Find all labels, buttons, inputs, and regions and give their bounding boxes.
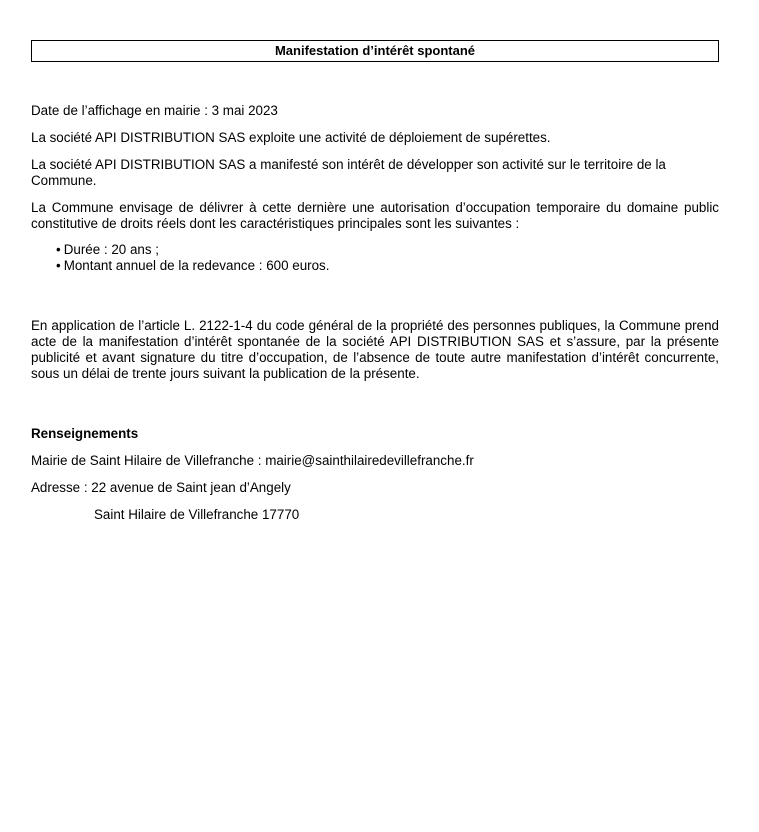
paragraph-interest: La société API DISTRIBUTION SAS a manifesté son intérêt de développer son activité sur le territoire de la Commune.	[31, 157, 666, 188]
contact-address-city: Saint Hilaire de Villefranche 17770	[94, 507, 300, 522]
list-item-fee: • Montant annuel de la redevance : 600 euros.	[56, 258, 719, 274]
contact-address: Adresse : 22 avenue de Saint jean d’Angely	[31, 480, 291, 495]
document-title-box	[31, 40, 719, 62]
characteristics-list	[31, 242, 719, 274]
document-page	[31, 40, 719, 523]
paragraph-activity: La société API DISTRIBUTION SAS exploite une activité de déploiement de supérettes.	[31, 130, 551, 145]
section-heading-info: Renseignements	[31, 426, 139, 441]
posting-date: Date de l’affichage en mairie : 3 mai 2023	[31, 103, 278, 118]
list-item-duration: • Durée : 20 ans ;	[56, 242, 719, 258]
contact-mairie: Mairie de Saint Hilaire de Villefranche : mairie@sainthilairedevillefranche.fr	[31, 453, 474, 468]
paragraph-authorization: La Commune envisage de délivrer à cette dernière une autorisation d’occupation temporaire du domaine public constitutive de droits réels dont les caractéristiques principales sont les suivantes :	[31, 200, 719, 231]
document-title: Manifestation d’intérêt spontané	[274, 43, 476, 58]
paragraph-application: En application de l’article L. 2122-1-4 du code général de la propriété des personnes publiques, la Commune prend acte de la manifestation d’intérêt spontanée de la société API DISTRIBUTION SAS et s’assure, par la présente publicité et avant signature du titre d’occupation, de l’absence de toute autre manifestation d’intérêt concurrente, sous un délai de trente jours suivant la publication de la présente.	[31, 318, 719, 381]
